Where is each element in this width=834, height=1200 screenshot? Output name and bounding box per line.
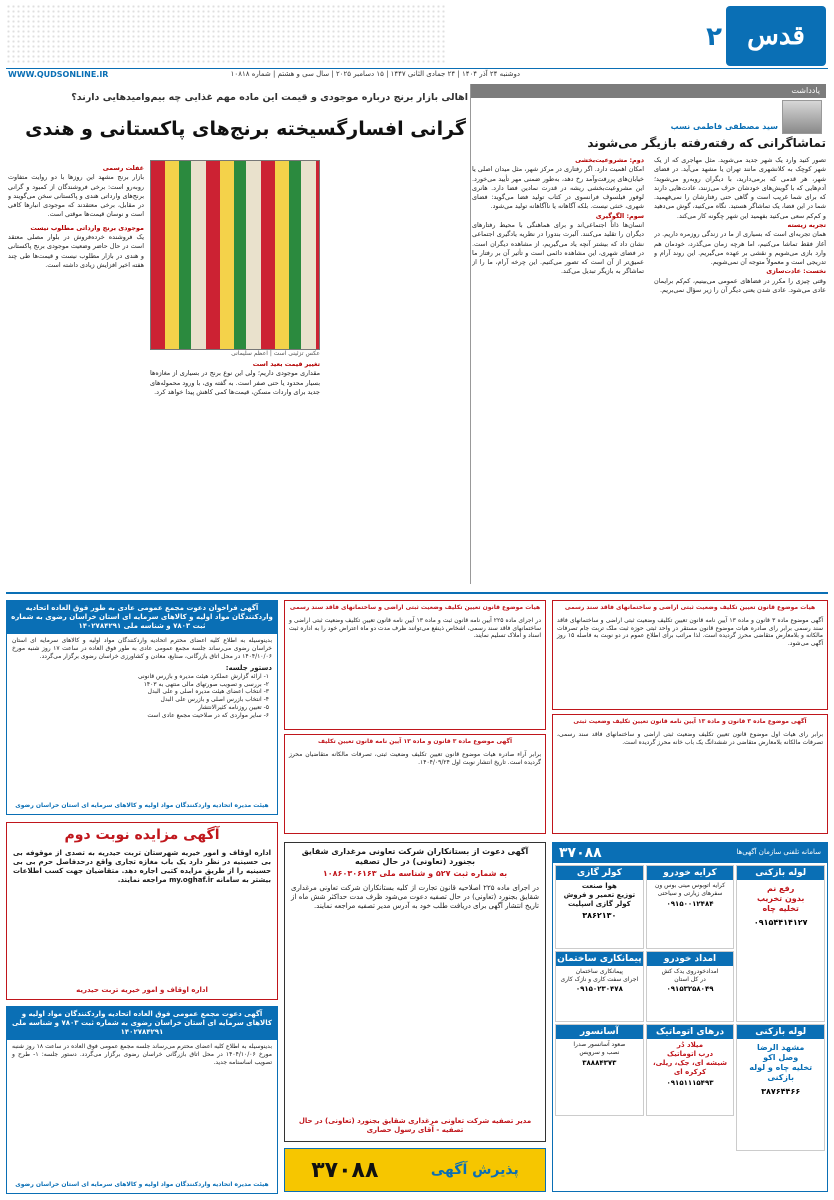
legal-title: آگهی موضوع ماده ۳ قانون و ماده ۱۳ آیین نامه قانون تعیین تکلیف xyxy=(285,735,545,749)
agenda-item: ۵- تعیین روزنامه کثیرالانتشار xyxy=(198,703,269,711)
classified-item[interactable] xyxy=(646,951,735,1022)
note-subhead: سوم: الگوگیری xyxy=(595,211,644,220)
agenda-item: ۶- سایر مواردی که در صلاحیت مجمع عادی است xyxy=(147,711,269,719)
coop-body: در اجرای ماده ۲۲۵ اصلاحیه قانون تجارت از کلیه بستانکاران شرکت تعاونی مرغداری شقایق بجنورد (تعاونی) در حال تصفیه دعوت می‌شود ظرف مدت حداکثر شش ماه از تاریخ انتشار آگهی برای دریافت طلب خود به آدرس مدیر تصفیه مراجعه نمایند. xyxy=(291,884,539,911)
issue-date-line: دوشنبه ۲۴ آذر ۱۴۰۴ | ۲۴ جمادی الثانی ۱۴۴۷ | ۱۵ دسامبر ۲۰۲۵ | سال سی و هشتم | شماره ۱۰۸۱۸ xyxy=(230,70,520,78)
author-photo xyxy=(782,100,822,134)
category-title: کرایه خودرو xyxy=(647,866,734,880)
category-text: رفع نم بدون تخریب تخلیه چاه xyxy=(756,884,805,913)
legal-notice-3[interactable] xyxy=(552,600,828,710)
legal-title: آگهی موضوع ماده ۳ قانون و ماده ۱۳ آیین نامه قانون تعیین تکلیف وضعیت ثبتی xyxy=(553,715,827,729)
note-subhead: تجربه زیسته xyxy=(787,220,826,229)
notice-signature: هیئت مدیره اتحادیه واردکنندگان مواد اولیه و کالاهای سرمایه ای استان خراسان رضوی xyxy=(15,1181,269,1189)
notice-title: آگهی دعوت مجمع عمومی فوق العاده اتحادیه واردکنندگان مواد اولیه و کالاهای سرمایه ای استان خراسان رضوی به شماره ثبت ۷۸۰۳ و شناسه ملی ۱۴۰۲۷۸۴۲۹۱ xyxy=(7,1007,277,1040)
category-text: کرایه اتوبوس مینی بوس ون سفرهای زیارتی و سیاحتی xyxy=(654,882,726,897)
classified-item[interactable] xyxy=(646,865,735,949)
notice-signature: هیئت مدیره اتحادیه واردکنندگان مواد اولیه و کالاهای سرمایه ای استان خراسان رضوی xyxy=(15,802,269,810)
note-column xyxy=(470,84,826,584)
classified-item[interactable] xyxy=(646,1024,735,1116)
category-title: کولر گازی xyxy=(556,866,643,880)
legal-title: هیات موضوع قانون تعیین تکلیف وضعیت ثبتی اراضی و ساختمانهای فاقد سند رسمی xyxy=(285,601,545,615)
category-phone[interactable]: ۰۹۱۵۰۲۳۰۴۷۸ xyxy=(575,985,623,994)
notice-title: آگهی فراخوان دعوت مجمع عمومی عادی به طور فوق العاده اتحادیه واردکنندگان مواد اولیه و کالاهای سرمایه ای استان خراسان رضوی به شماره ثبت ۷۸۰۳ و شناسه ملی ۱۴۰۲۷۸۴۲۹۱ xyxy=(7,601,277,634)
story-paragraph: بازار برنج مشهد این روزها با دو روایت متفاوت روبه‌رو است: برخی فروشندگان از کمبود و گرانی برنج‌های وارداتی هندی و پاکستانی سخن می‌گویند و در مقابل، برخی معتقدند که موجودی انبارها کافی است و نوسان قیمت‌ها موقتی است. xyxy=(8,173,144,219)
auction-signature: اداره اوقاف و امور خیریه تربت حیدریه xyxy=(76,985,208,994)
notice-body: بدینوسیله به اطلاع کلیه اعضای محترم می‌رساند جلسه مجمع عمومی فوق العاده در ساعت ۱۸ روز شنبه مورخ ۱۴۰۴/۱۰/۰۶ در محل اتاق بازرگانی خراسان رضوی برگزار می‌گردد. دستور جلسه: ۱- طرح و تصویب اساسنامه جدید. xyxy=(12,1043,272,1066)
note-paragraph: وقتی چیزی را مکرر در فضاهای عمومی می‌بینیم، کم‌کم برایمان عادی می‌شود. عادی شدن یعنی دیگر آن را زیر سؤال نمی‌بریم. xyxy=(654,276,826,294)
category-text: میلاد دُر درب اتوماتیک شیشه ای، جک، ریلی، کرکره ای xyxy=(652,1040,728,1077)
auction-title: آگهی مزایده نوبت دوم xyxy=(64,827,220,843)
legal-body: در اجرای ماده ۲۲۵ آیین نامه قانون ثبت و ماده ۱۳ آیین نامه قانون تعیین تکلیف وضعیت ثبتی اراضی و ساختمانهای فاقد سند رسمی، اشخاص ذینفع می‌توانند ظرف مدت دو ماه اعتراض خود را به اداره ثبت اسناد و املاک تسلیم نمایند. xyxy=(289,616,542,640)
footer-phone[interactable]: ۳۷۰۸۸ xyxy=(311,1157,379,1183)
category-text: پیمانکاری ساختمان اجرای سفت کاری و نازک کاری xyxy=(560,967,639,983)
agenda-item: ۱- ارائه گزارش عملکرد هیئت مدیره و بازرس قانونی xyxy=(138,672,269,680)
note-text-col1 xyxy=(654,156,826,576)
classified-item[interactable] xyxy=(555,1024,644,1116)
page-number: ۲ xyxy=(706,22,722,52)
category-phone[interactable]: ۳۸۷۶۴۴۶۶ xyxy=(761,1086,801,1096)
note-paragraph: امکان اهمیت دارد. اگر رفتاری در مرکز شهر، مثل میدان اصلی یا خیابان‌های پررفت‌وآمد رخ دهد، به‌طور ضمنی مهر تأیید می‌خورد. این مشروعیت‌بخشی ریشه در قدرت نمادین فضا دارد. هانری لوفور فیلسوف فرانسوی در کتاب تولید فضا می‌گوید: فضای شهری، خنثی نیست. بلکه آگاهانه یا ناآگاهانه تولید می‌شود. xyxy=(472,165,644,211)
note-label: یادداشت xyxy=(471,84,826,98)
category-phone[interactable]: ۰۹۱۵۴۴۱۴۱۲۷ xyxy=(753,918,808,927)
story-headline[interactable]: گرانی افسارگسیخته برنج‌های پاکستانی و هندی xyxy=(25,118,466,140)
note-title: تماشاگرانی که رفته‌رفته بازیگر می‌شوند xyxy=(587,136,826,150)
classified-grid xyxy=(553,863,827,1153)
classified-item[interactable] xyxy=(736,865,825,1022)
agenda-item: ۳- انتخاب اعضای هیئت مدیره اصلی و علی البدل xyxy=(147,688,269,696)
category-title: پیمانکاری ساختمان xyxy=(557,953,642,964)
category-title: لوله بازکنی xyxy=(737,866,824,880)
classified-item[interactable] xyxy=(555,865,644,949)
legal-notice-1[interactable] xyxy=(284,600,546,730)
header-pattern xyxy=(6,4,446,64)
story-paragraph: مقداری موجودی داریم؛ ولی این نوع برنج در بسیاری از مغازه‌ها بسیار محدود یا حتی صفر است. به گفته وی، با ورود محموله‌های جدید برای واردات مسکن، قیمت‌ها کمی کاهش پیدا خواهد کرد. xyxy=(150,369,320,396)
classified-footer-banner[interactable] xyxy=(284,1148,546,1192)
notice-general-assembly[interactable] xyxy=(6,600,278,815)
legal-body: برابر آراء صادره هیات موضوع قانون تعیین تکلیف وضعیت ثبتی، تصرفات مالکانه متقاضیان محرز گردیده است. تاریخ انتشار نوبت اول ۱۴۰۴/۰۹/۲۴. xyxy=(289,750,541,766)
story-col-mid xyxy=(150,360,320,580)
notice-body: بدینوسیله به اطلاع کلیه اعضای محترم اتحادیه واردکنندگان مواد اولیه و کالاهای سرمایه ای استان خراسان رضوی می‌رساند جلسه مجمع عمومی عادی به طور فوق العاده در ساعت ۱۷ روز شنبه مورخ ۱۴۰۴/۱۰/۰۶ در محل اتاق بازرگانی، صنایع، معادن و کشاورزی خراسان رضوی برگزار می‌گردد. xyxy=(12,637,272,660)
note-subhead: دوم: مشروعیت‌بخشی xyxy=(575,156,644,164)
story-subhead: غفلت رسمی xyxy=(102,164,144,172)
note-paragraph: انسان‌ها ذاتاً اجتماعی‌اند و برای هماهنگی با محیط رفتارهای دیگران را تقلید می‌کنند. آلبرت بندورا در نظریه یادگیری اجتماعی نشان داد که بیشتر آنچه یاد می‌گیریم، از مشاهده دیگران است. در فضای شهری، این مشاهده دائمی است و تأثیر آن بر رفتار ما عمیق‌تر از آن است که تصور می‌کنیم. این چرخه آرام، ما را از تماشاگر به بازیگر تبدیل می‌کند. xyxy=(472,220,644,276)
legal-title: هیات موضوع قانون تعیین تکلیف وضعیت ثبتی اراضی و ساختمانهای فاقد سند رسمی xyxy=(553,601,827,615)
notice-extraordinary-assembly[interactable] xyxy=(6,1006,278,1194)
auction-notice[interactable] xyxy=(6,822,278,1000)
category-phone[interactable]: ۳۸۶۲۱۳۰ xyxy=(582,911,617,921)
footer-label: پذیرش آگهی xyxy=(430,1162,519,1178)
classified-section xyxy=(552,842,828,1192)
site-url-link[interactable]: WWW.QUDSONLINE.IR xyxy=(8,70,109,79)
category-phone[interactable]: ۰۹۱۵۱۱۱۵۴۹۳ xyxy=(666,1079,714,1088)
column-divider xyxy=(470,84,471,584)
category-title: آسانسور xyxy=(556,1025,643,1039)
category-text: مشهد الرضا وصل اکو تخلیه چاه و لوله بازکنی xyxy=(749,1042,813,1082)
coop-creditors-notice[interactable] xyxy=(284,842,546,1142)
classified-header-phone[interactable]: ۳۷۰۸۸ xyxy=(559,845,602,861)
note-text-col2 xyxy=(472,156,644,576)
category-text: امدادخودروی یدک کش در کل استان xyxy=(661,967,719,983)
category-title: درهای اتوماتیک xyxy=(647,1025,734,1039)
notice-agenda xyxy=(7,673,277,720)
classified-item[interactable] xyxy=(555,951,644,1022)
coop-registration: به شماره ثبت ۵۲۷ و شناسه ملی ۱۰۸۶۰۳۰۶۱۶۳ xyxy=(322,869,508,878)
photo-caption: عکس تزئینی است | اعظم سلیمانی xyxy=(231,350,320,357)
coop-signature: مدیر تصفیه شرکت تعاونی مرغداری شقایق بجنورد (تعاونی) در حال تصفیه - آقای رسول حصاری xyxy=(298,1116,532,1134)
story-paragraph: یک فروشنده خرده‌فروش در بلوار مصلی معتقد است در حال حاضر وضعیت موجودی برنج پاکستانی و هندی در بازار مطلوب نیست و قیمت‌ها طی چند هفته اخیر افزایش زیادی داشته است. xyxy=(8,232,144,269)
category-title: امداد خودرو xyxy=(647,952,734,966)
ads-top-divider xyxy=(6,592,828,594)
header-divider xyxy=(6,68,828,69)
story-subhead: موجودی برنج وارداتی مطلوب نیست xyxy=(30,223,144,232)
category-phone[interactable]: ۳۸۸۸۴۳۷۳ xyxy=(582,1058,617,1067)
classified-item[interactable] xyxy=(736,1024,825,1151)
story-kicker: اهالی بازار برنج درباره موجودی و قیمت این ماده مهم غذایی چه بیم‌وامیدهایی دارند؟ xyxy=(71,92,468,103)
category-text: صعود آسانسور صدرا نصب و سرویس xyxy=(573,1040,626,1056)
classified-header-label: سامانه تلفنی سازمان آگهی‌ها xyxy=(736,848,821,857)
category-text: هوا صنعت توزیع تعمیر و فروش کولر گازی اسپلیت xyxy=(563,882,636,909)
agenda-item: ۲- بررسی و تصویب صورتهای مالی منتهی به ۱۴۰۳ xyxy=(143,680,269,688)
legal-body: آگهی موضوع ماده ۳ قانون و ماده ۱۳ آیین نامه قانون تعیین تکلیف وضعیت ثبتی اراضی و ساختمانهای فاقد سند رسمی برابر رای صادره هیات موضوع قانون مستقر در واحد ثبتی حوزه ثبت ملک تربت جام تصرفات مالکانه و بلامعارض متقاضی محرز گردیده است. لذا مراتب برای اطلاع عموم در دو نوبت به فاصله ۱۵ روز آگهی می‌شود. xyxy=(557,616,823,648)
rice-bags-photo xyxy=(150,160,320,350)
note-paragraph: تصور کنید وارد یک شهر جدید می‌شوید. مثل مهاجری که از یک شهر کوچک به کلانشهری مانند تهران یا مشهد می‌آید. در فضای شهر، هر قدمی که برمی‌دارید، با دیگران روبه‌رو می‌شوید؛ آدم‌هایی که با گویش‌های خودشان حرف می‌زنند، عادت‌هایی دارند که برای شما غریب است و گاهی حتی رفتارشان را نمی‌فهمید. شما در این فضا، یک تماشاگر هستید. نگاه می‌کنید، گوش می‌دهید و کم‌کم سعی می‌کنید بفهمید این شهر چگونه کار می‌کند. xyxy=(654,156,826,220)
classified-header xyxy=(553,843,827,863)
note-subhead: نخست: عادت‌سازی xyxy=(766,267,826,276)
legal-body: برابر رای هیات اول موضوع قانون تعیین تکلیف وضعیت ثبتی اراضی و ساختمانهای فاقد سند رسمی، تصرفات مالکانه بلامعارض متقاضی در ششدانگ یک باب خانه محرز گردیده است. xyxy=(557,730,823,746)
coop-title: آگهی دعوت از بستانکاران شرکت تعاونی مرغداری شقایق بجنورد (تعاونی) در حال تصفیه xyxy=(301,847,529,866)
story-col-left xyxy=(8,164,144,584)
agenda-item: ۴- انتخاب بازرس اصلی و بازرس علی البدل xyxy=(160,696,269,704)
legal-notice-2[interactable] xyxy=(284,734,546,834)
story-subhead: تغییر قیمت بعید است xyxy=(252,360,320,368)
category-title: لوله بازکنی xyxy=(737,1025,824,1039)
newspaper-logo[interactable]: قدس xyxy=(726,6,826,66)
note-paragraph: همان تجربه‌ای است که بسیاری از ما در زندگی روزمره داریم. در آغاز فقط تماشا می‌کنیم، اما هرچه زمان می‌گذرد، خودمان هم وارد بازی می‌شویم و نقشی بر عهده می‌گیریم. این روند آرام و تدریجی است و معمولاً متوجه آن نمی‌شویم. xyxy=(654,230,826,267)
auction-body: اداره اوقاف و امور خیریه شهرستان تربت حیدریه به تصدی از موقوفه بی بی حسینیه در نظر دارد یک باب مغازه تجاری واقع درحدفاصل حرم بی بی حسینیه را از طریق مزایده کتبی اجاره دهد. متقاضیان جهت کسب اطلاعات بیشتر به سامانه my.oghaf.ir مراجعه نمایند. xyxy=(13,849,271,885)
legal-notice-4[interactable] xyxy=(552,714,828,834)
author-name: سید مصطفی فاطمی نسب xyxy=(670,122,778,131)
category-phone[interactable]: ۰۹۱۵۰۰۱۲۴۸۴ xyxy=(666,899,714,908)
category-phone[interactable]: ۰۹۱۵۳۲۵۸۰۴۹ xyxy=(666,985,714,994)
notice-agenda-title: دستور جلسه: xyxy=(225,663,272,672)
